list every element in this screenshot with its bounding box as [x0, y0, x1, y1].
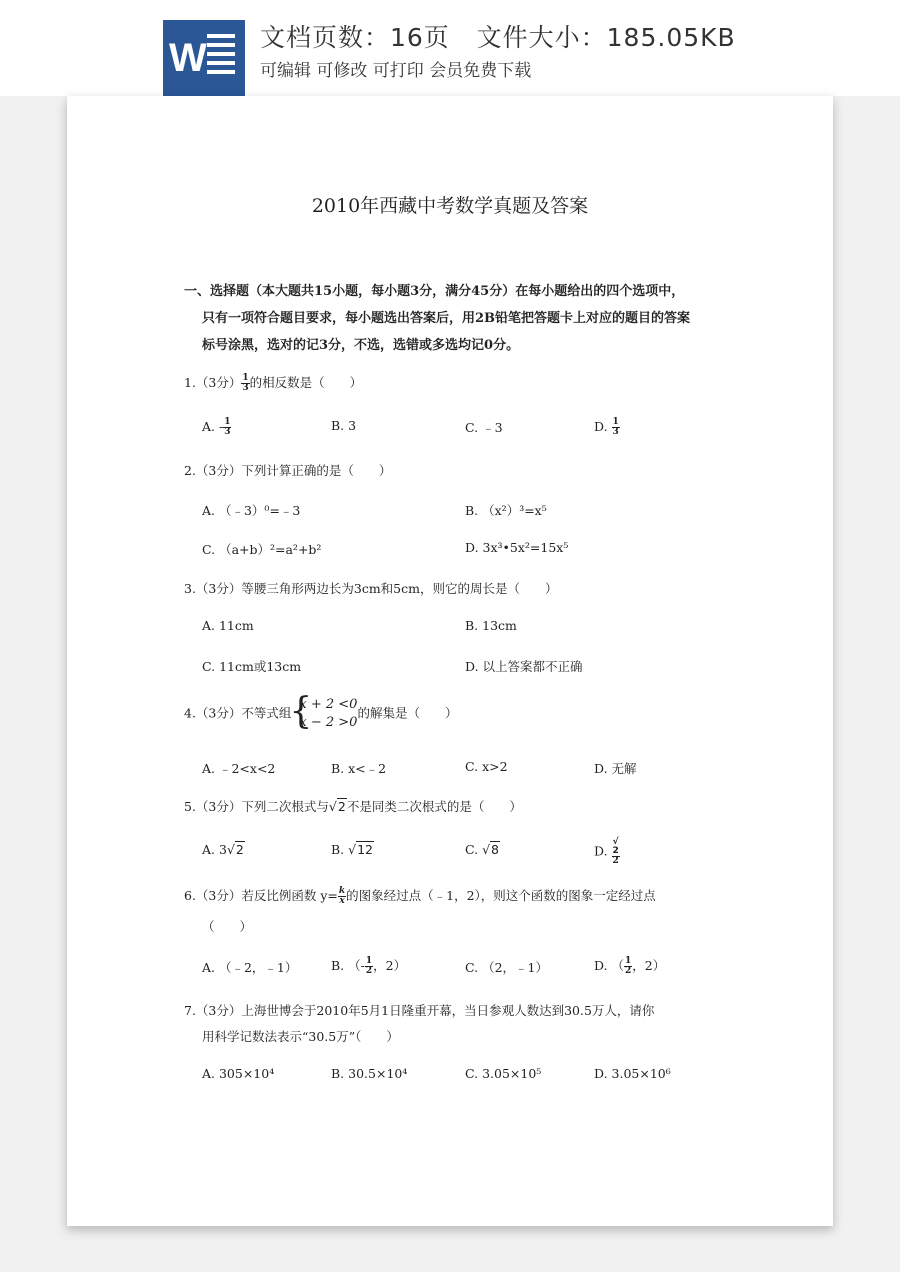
- q7-option-b: B. 30.5×10⁴: [331, 1066, 408, 1081]
- question-1: [184, 373, 362, 393]
- q3-option-d: D. 以上答案都不正确: [465, 659, 583, 674]
- document-meta-subtitle: 可编辑 可修改 可打印 会员免费下载: [260, 61, 532, 81]
- q1-option-d: D. $\frac{1}{3}$: [594, 417, 619, 437]
- q2-option-c: C. （a+b）²=a²+b²: [202, 542, 322, 557]
- word-icon-letter: W: [169, 36, 207, 80]
- question-5: 5.（3分）下列二次根式与√2不是同类二次根式的是（ ）: [184, 799, 522, 814]
- q6-option-d: D. （ $\frac{1}{2}$ ，2）: [594, 956, 666, 976]
- q6-option-c: C. （2，﹣1）: [465, 960, 548, 975]
- q3-option-a: A. 11cm: [202, 618, 254, 633]
- q4-option-a: A. ﹣2<x<2: [202, 761, 276, 776]
- question-1-prefix: 1.（3分）: [184, 375, 242, 390]
- download-banner: [0, 0, 900, 96]
- section-line-1: 一、选择题（本大题共15小题，每小题3分，满分45分）在每小题给出的四个选项中，: [184, 284, 685, 299]
- word-document-icon: [163, 20, 245, 96]
- question-7-line-1: 7.（3分）上海世博会于2010年5月1日隆重开幕，当日参观人数达到30.5万人，请你: [184, 1003, 655, 1018]
- question-6: 6.（3分）若反比例函数 y= $\frac{k}{x}$ 的图象经过点（﹣1，2），则这个函数的图象一定经过点: [184, 886, 656, 906]
- fraction-one-third: $\frac{1}{3}$: [242, 373, 249, 393]
- q2-option-b: B. （x²）³=x⁵: [465, 503, 547, 518]
- question-3: 3.（3分）等腰三角形两边长为3cm和5cm，则它的周长是（ ）: [184, 581, 558, 596]
- section-line-2: 只有一项符合题目要求，每小题选出答案后，用2B铅笔把答题卡上对应的题目的答案: [202, 311, 691, 326]
- q6-option-a: A. （﹣2，﹣1）: [202, 960, 298, 975]
- document-meta-title: 文档页数：16页 文件大小：185.05KB: [260, 23, 736, 52]
- word-icon-lines: [207, 34, 235, 79]
- q3-option-c: C. 11cm或13cm: [202, 659, 302, 674]
- q2-option-a: A. （﹣3）⁰=﹣3: [202, 503, 301, 518]
- q7-option-d: D. 3.05×10⁶: [594, 1066, 671, 1081]
- sqrt-two: √2: [328, 799, 346, 814]
- question-6-paren: （ ）: [202, 919, 253, 934]
- question-2: 2.（3分）下列计算正确的是（ ）: [184, 463, 392, 478]
- q4-option-d: D. 无解: [594, 761, 637, 776]
- q7-option-c: C. 3.05×10⁵: [465, 1066, 542, 1081]
- q7-option-a: A. 305×10⁴: [202, 1066, 275, 1081]
- q4-option-b: B. x<﹣2: [331, 761, 387, 776]
- q2-option-d: D. 3x³•5x²=15x⁵: [465, 540, 569, 555]
- section-line-3: 标号涂黑，选对的记3分，不选，选错或多选均记0分。: [202, 338, 520, 353]
- question-1-suffix: 的相反数是（ ）: [249, 375, 363, 390]
- q5-option-b: B. √12: [331, 842, 374, 857]
- q5-option-c: C. √8: [465, 842, 499, 857]
- fraction-k-over-x: $\frac{k}{x}$: [338, 886, 346, 906]
- q1-option-c: C. ﹣3: [465, 420, 503, 435]
- q5-option-a: A. 3√2: [202, 842, 244, 857]
- question-7-line-2: 用科学记数法表示“30.5万”（ ）: [202, 1029, 399, 1044]
- q6-option-b: B. （- $\frac{1}{2}$ ，2）: [331, 956, 407, 976]
- question-4: 4.（3分）不等式组 { x + 2 <0 x − 2 >0 的解集是（ ）: [184, 696, 457, 732]
- q3-option-b: B. 13cm: [465, 618, 517, 633]
- q5-option-d: D. √ 2 2: [594, 837, 619, 866]
- inequality-system: { x + 2 <0 x − 2 >0: [291, 696, 357, 732]
- q1-option-a: A. - $\frac{1}{3}$: [202, 417, 231, 437]
- q4-option-c: C. x>2: [465, 759, 508, 774]
- document-page: [67, 96, 833, 1226]
- q1-option-b: B. 3: [331, 418, 357, 433]
- document-title: 2010年西藏中考数学真题及答案: [311, 195, 589, 217]
